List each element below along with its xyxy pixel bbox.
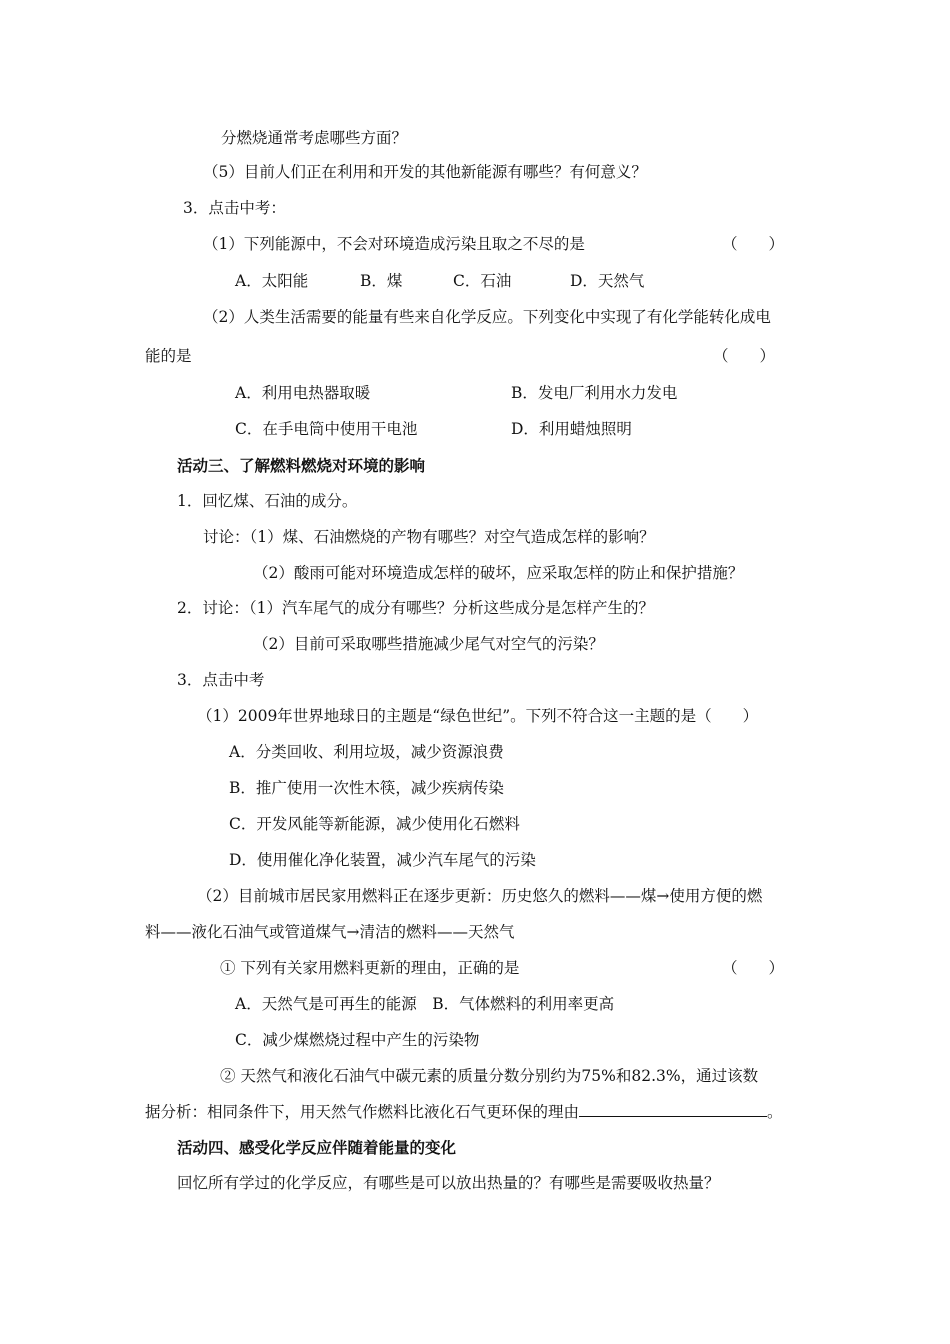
text-line: 1．回忆煤、石油的成分。	[177, 492, 358, 510]
question-5: （5）目前人们正在利用和开发的其他新能源有哪些？有何意义？	[203, 163, 647, 181]
option-d: D．天然气	[570, 272, 645, 290]
question-2: （2）人类生活需要的能量有些来自化学反应。下列变化中实现了有化学能转化成电	[203, 308, 771, 326]
option-c: C．在手电筒中使用干电池	[235, 420, 418, 438]
option-c: C．减少煤燃烧过程中产生的污染物	[235, 1031, 480, 1049]
option-d: D．利用蜡烛照明	[511, 420, 632, 438]
sub-question-2: ② 天然气和液化石油气中碳元素的质量分数分别约为75%和82.3%，通过该数	[220, 1067, 759, 1085]
discussion-3: 2．讨论：（1）汽车尾气的成分有哪些？分析这些成分是怎样产生的？	[177, 599, 654, 617]
discussion-2: （2）酸雨可能对环境造成怎样的破坏，应采取怎样的防止和保护措施？	[253, 564, 744, 582]
option-c: C．石油	[453, 272, 512, 290]
option-b: B．发电厂利用水力发电	[511, 384, 678, 402]
option-b: B．煤	[360, 272, 403, 290]
activity-heading: 活动三、了解燃料燃烧对环境的影响	[177, 456, 426, 475]
option-ab: A．天然气是可再生的能源 B．气体燃料的利用率更高	[235, 995, 615, 1013]
answer-blank[interactable]	[579, 1102, 767, 1117]
discussion-4: （2）目前可采取哪些措施减少尾气对空气的污染？	[253, 635, 604, 653]
fill-in-line	[145, 1101, 783, 1123]
question-1: （1）下列能源中，不会对环境造成污染且取之不尽的是	[203, 235, 585, 253]
discussion-1: 讨论：（1）煤、石油燃烧的产物有哪些？对空气造成怎样的影响？	[203, 528, 655, 546]
option-a: A．利用电热器取暖	[235, 384, 371, 402]
question-2: （2）目前城市居民家用燃料正在逐步更新：历史悠久的燃料——煤→使用方便的燃	[197, 887, 763, 905]
option-d: D．使用催化净化装置，减少汽车尾气的污染	[229, 851, 536, 869]
text-line: 回忆所有学过的化学反应，有哪些是可以放出热量的？有哪些是需要吸收热量？	[177, 1174, 720, 1192]
answer-bracket: （ ）	[722, 235, 785, 253]
option-a: A．太阳能	[235, 272, 309, 290]
question-1: （1）2009年世界地球日的主题是“绿色世纪”。下列不符合这一主题的是（ ）	[197, 707, 759, 725]
answer-bracket: （ ）	[722, 959, 785, 977]
option-c: C．开发风能等新能源，减少使用化石燃料	[229, 815, 520, 833]
answer-bracket: （ ）	[713, 347, 776, 365]
option-a: A．分类回收、利用垃圾，减少资源浪费	[229, 743, 504, 761]
activity-heading: 活动四、感受化学反应伴随着能量的变化	[177, 1138, 457, 1157]
option-b: B．推广使用一次性木筷，减少疾病传染	[229, 779, 504, 797]
text-segment: 据分析：相同条件下，用天然气作燃料比液化石气更环保的理由	[145, 1103, 580, 1121]
text-line: 分燃烧通常考虑哪些方面？	[221, 129, 408, 147]
section-heading: 3．点击中考：	[183, 199, 286, 217]
sub-question-1: ① 下列有关家用燃料更新的理由，正确的是	[220, 959, 520, 977]
section-heading: 3．点击中考	[177, 671, 265, 689]
text-line: 料——液化石油气或管道煤气→清洁的燃料——天然气	[145, 923, 515, 941]
text-segment: 。	[767, 1103, 783, 1121]
text-line: 能的是	[145, 347, 192, 365]
